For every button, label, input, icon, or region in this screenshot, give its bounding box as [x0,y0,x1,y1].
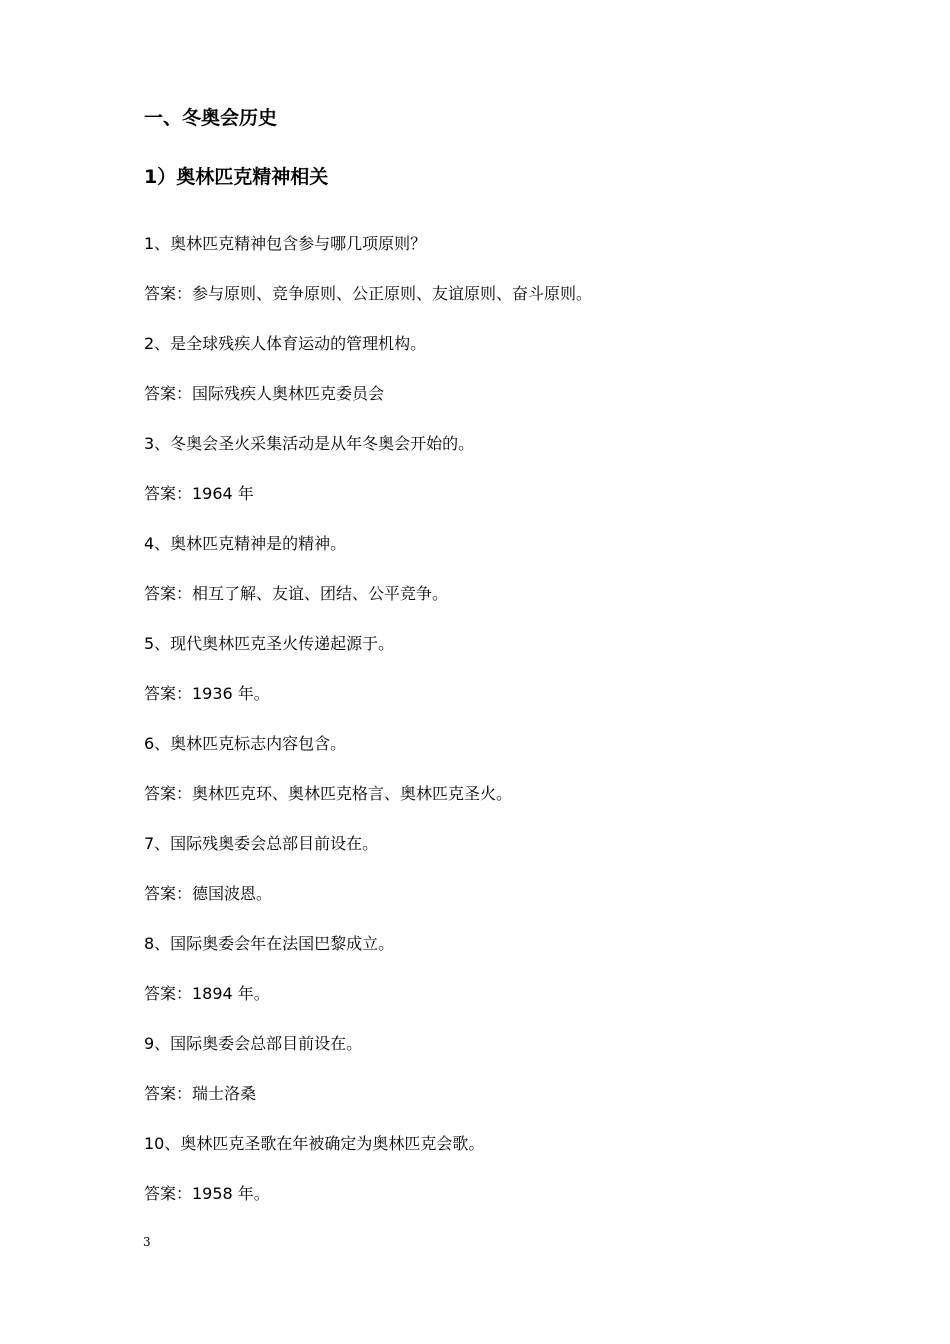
question-4: 4、奥林匹克精神是的精神。 [144,534,347,553]
question-9: 9、国际奥委会总部目前设在。 [144,1034,363,1053]
question-1: 1、奥林匹克精神包含参与哪几项原则？ [144,234,427,253]
question-5: 5、现代奥林匹克圣火传递起源于。 [144,634,395,653]
question-7: 7、国际残奥委会总部目前设在。 [144,834,379,853]
section-title: 一、冬奥会历史 [144,107,278,129]
question-2: 2、是全球残疾人体育运动的管理机构。 [144,334,427,353]
answer-2: 答案：国际残疾人奥林匹克委员会 [144,384,385,403]
answer-8: 答案：1894 年。 [144,984,270,1003]
answer-3: 答案：1964 年 [144,484,254,503]
page-number: 3 [143,1235,151,1249]
question-10: 10、奥林匹克圣歌在年被确定为奥林匹克会歌。 [144,1134,485,1153]
subsection-title: 1）奥林匹克精神相关 [144,166,329,188]
answer-5: 答案：1936 年。 [144,684,270,703]
question-3: 3、冬奥会圣火采集活动是从年冬奥会开始的。 [144,434,475,453]
qa-list [144,232,592,1232]
question-6: 6、奥林匹克标志内容包含。 [144,734,347,753]
answer-1: 答案：参与原则、竞争原则、公正原则、友谊原则、奋斗原则。 [144,284,593,303]
question-8: 8、国际奥委会年在法国巴黎成立。 [144,934,395,953]
answer-9: 答案：瑞士洛桑 [144,1084,257,1103]
answer-10: 答案：1958 年。 [144,1184,270,1203]
answer-4: 答案：相互了解、友谊、团结、公平竞争。 [144,584,449,603]
answer-6: 答案：奥林匹克环、奥林匹克格言、奥林匹克圣火。 [144,784,513,803]
answer-7: 答案：德国波恩。 [144,884,273,903]
